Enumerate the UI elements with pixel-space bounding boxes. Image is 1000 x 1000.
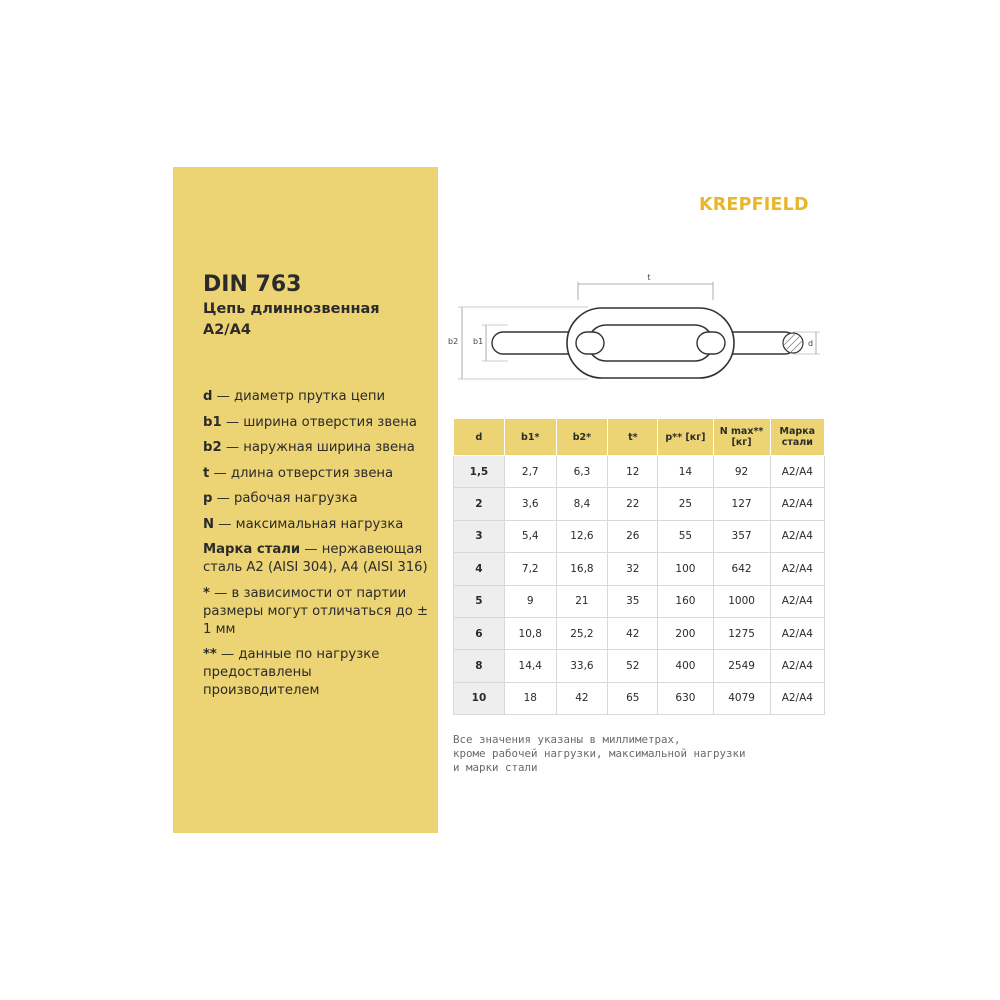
info-panel [173,167,438,833]
label-d: d [808,339,814,348]
table-cell: 1000 [713,585,770,617]
brand-logo: KREPFIELD [699,195,809,215]
table-cell: 1275 [713,617,770,649]
definition-n [203,516,431,534]
table-header-cell [770,419,824,456]
table-cell: 5 [454,585,505,617]
table-cell: 357 [713,520,770,552]
table-cell: 127 [713,488,770,520]
chain-link-diagram [448,270,828,390]
table-header-cell [658,419,713,456]
table-cell: 3,6 [504,488,556,520]
table-cell: A2/A4 [770,650,824,682]
table-cell: 2,7 [504,456,556,488]
definition-key: t [203,465,210,481]
table-cell: 32 [608,553,658,585]
table-cell: A2/A4 [770,585,824,617]
table-cell: 12 [608,456,658,488]
main-link-inner [588,325,713,361]
table-row [454,682,825,714]
definition-key: d [203,389,213,404]
definition-text: — диаметр прутка цепи [212,389,386,404]
definition-key: Марка стали [203,542,301,557]
table-cell: 22 [608,488,658,520]
table-cell: 42 [556,682,608,714]
table-header-row [454,419,825,456]
definition-key: b2 [203,440,222,455]
header-text: b1* [521,431,540,443]
table-cell: 25 [658,488,713,520]
definition-text: — длина отверстия звена [209,465,394,481]
table-cell: 200 [658,617,713,649]
table-cell: A2/A4 [770,488,824,520]
table-cell: 100 [658,553,713,585]
footnote [453,733,843,776]
table-cell: 16,8 [556,553,608,585]
specs-table [453,418,825,715]
table-body [454,456,825,715]
definition-text: — рабочая нагрузка [212,491,358,506]
table-cell: 92 [713,456,770,488]
table-row [454,553,825,585]
table-cell: 400 [658,650,713,682]
page-title: DIN 763 [203,272,302,297]
header-text: d [475,431,483,443]
table-cell: 8,4 [556,488,608,520]
table-cell: 4 [454,553,505,585]
table-header-cell [504,419,556,456]
table-cell: 12,6 [556,520,608,552]
definition-key: p [203,491,213,506]
definition-key: b1 [203,414,222,430]
definition-t [203,465,431,483]
label-b2: b2 [448,337,459,346]
table-row [454,617,825,649]
table-cell: A2/A4 [770,456,824,488]
table-cell: 14 [658,456,713,488]
table-cell: 3 [454,520,505,552]
definition-text: — нержавеющая сталь A2 (AISI 304), A4 (AISI 316) [203,542,428,575]
table-row [454,585,825,617]
table-row [454,650,825,682]
header-text: Марка [779,426,816,437]
subtitle-line-2: A2/A4 [203,322,251,338]
footnote-line: и марки стали [453,761,538,775]
table-cell: 8 [454,650,505,682]
definition-b1 [203,414,431,432]
table-cell: 5,4 [504,520,556,552]
definition-text: — ширина отверстия звена [221,414,417,430]
table-cell: 10,8 [504,617,556,649]
table-cell: 18 [504,682,556,714]
definitions-list [203,388,431,708]
table-row [454,488,825,520]
table-header-cell [556,419,608,456]
table-cell: 9 [504,585,556,617]
definition-b2 [203,439,431,457]
definition-text: — в зависимости от партии размеры могут отличаться до ± 1 мм [203,585,429,637]
table-cell: 4079 [713,682,770,714]
table-cell: 7,2 [504,553,556,585]
header-text: b2* [572,431,592,443]
side-link-left-end [576,332,604,354]
table-cell: 2 [454,488,505,520]
table-cell: 26 [608,520,658,552]
footnote-line: Все значения указаны в миллиметрах, [453,733,681,746]
definition-d [203,388,431,406]
table-header-cell [454,419,505,456]
header-text: стали [781,437,813,448]
header-text: N max** [719,426,764,437]
definition-text: — наружная ширина звена [221,440,415,455]
label-t: t [647,273,651,282]
table-cell: 10 [454,682,505,714]
table-row [454,520,825,552]
side-link-right-end [697,332,725,354]
definition-double-asterisk [203,646,431,700]
table-cell: 14,4 [504,650,556,682]
table-cell: 55 [658,520,713,552]
definition-asterisk [203,585,431,639]
header-text: t* [628,431,638,443]
table-cell: 6 [454,617,505,649]
table-cell: 630 [658,682,713,714]
definition-text: — максимальная нагрузка [214,516,404,532]
header-text: [кг] [731,437,752,448]
table-cell: A2/A4 [770,553,824,585]
table-cell: 25,2 [556,617,608,649]
subtitle-line-1: Цепь длиннозвенная [203,301,380,317]
table-cell: 6,3 [556,456,608,488]
table-cell: 65 [608,682,658,714]
definition-key: N [203,516,215,532]
definition-text: — данные по нагрузке предоставлены производителем [203,647,380,698]
table-header-cell [713,419,770,456]
definition-steel-grade [203,541,431,577]
table-cell: 642 [713,553,770,585]
definition-p [203,490,431,508]
table-cell: 52 [608,650,658,682]
table-cell: A2/A4 [770,617,824,649]
definition-key: * [203,585,210,601]
table-cell: A2/A4 [770,520,824,552]
label-b1: b1 [473,337,484,346]
table-cell: 33,6 [556,650,608,682]
table-header-cell [608,419,658,456]
table-cell: 42 [608,617,658,649]
table-cell: 1,5 [454,456,505,488]
table-cell: 160 [658,585,713,617]
table-cell: A2/A4 [770,682,824,714]
title-block [203,271,433,341]
table-cell: 2549 [713,650,770,682]
header-text: p** [кг] [665,431,706,443]
table-cell: 21 [556,585,608,617]
table-cell: 35 [608,585,658,617]
footnote-line: кроме рабочей нагрузки, максимальной нагрузки [453,747,746,761]
table-row [454,456,825,488]
definition-key: ** [203,647,217,662]
